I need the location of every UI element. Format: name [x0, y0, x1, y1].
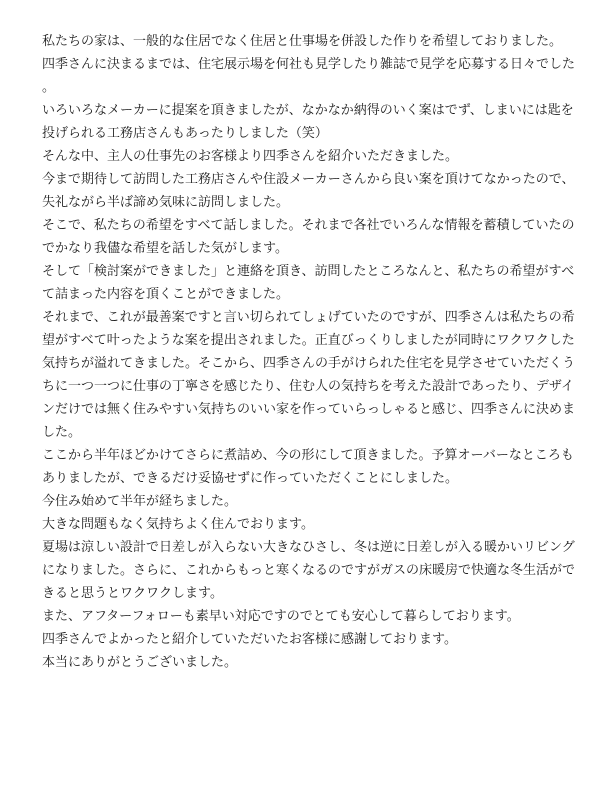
paragraph: 大きな問題もなく気持ちよく住んでおります。	[42, 517, 314, 532]
paragraph: 本当にありがとうございました。	[42, 655, 238, 670]
paragraph: ここから半年ほどかけてさらに煮詰め、今の形にして頂きました。予算オーバーなところもありましたが、できるだけ妥協せずに作っていただくことにしました。	[42, 448, 574, 486]
paragraph: 私たちの家は、一般的な住居でなく住居と仕事場を併設した作りを希望しておりました。	[42, 34, 563, 49]
paragraph: そんな中、主人の仕事先のお客様より四季さんを紹介いただきました。	[42, 149, 459, 164]
paragraph: 今まで期待して訪問した工務店さんや住設メーカーさんから良い案を頂けてなかったので、失礼ながら半ば諦め気味に訪問しました。	[42, 172, 575, 210]
paragraph: そして「検討案ができました」と連絡を頂き、訪問したところなんと、私たちの希望がすべて詰まった内容を頂くことができました。	[42, 264, 575, 302]
letter-body	[42, 30, 577, 674]
paragraph: 四季さんに決まるまでは、住宅展示場を何社も見学したり雑誌で見学を応募する日々でした。	[42, 57, 576, 95]
paragraph: それまで、これが最善案ですと言い切られてしょげていたのですが、四季さんは私たちの希望がすべて叶ったような案を提出されました。正直びっくりしましたが同時にワクワクした気持ちが溢れてきました。そこから、四季さんの手がけられた住宅を見学させていただくうちに一つ一つに仕事の丁寧さを感じたり、住む人の気持ちを考えた設計であったり、デザインだけでは無く住みやすい気持ちのいい家を作っていらっしゃると感じ、四季さんに決めました。	[42, 310, 576, 440]
paragraph: そこで、私たちの希望をすべて話しました。それまで各社でいろんな情報を蓄積していたのでかなり我儘な希望を話した気がします。	[42, 218, 575, 256]
paragraph: 夏場は涼しい設計で日差しが入らない大きなひさし、冬は逆に日差しが入る暖かいリビングになりました。さらに、これからもっと寒くなるのですがガスの床暖房で快適な冬生活ができると思うとワクワクします。	[42, 540, 576, 601]
paragraph: いろいろなメーカーに提案を頂きましたが、なかなか納得のいく案はでず、しまいには匙を投げられる工務店さんもあったりしました（笑）	[42, 103, 574, 141]
paragraph: 四季さんでよかったと紹介していただいたお客様に感謝しております。	[42, 632, 457, 647]
paragraph: 今住み始めて半年が経ちました。	[42, 494, 238, 509]
paragraph: また、アフターフォローも素早い対応ですのでとても安心して暮らしております。	[42, 609, 520, 624]
